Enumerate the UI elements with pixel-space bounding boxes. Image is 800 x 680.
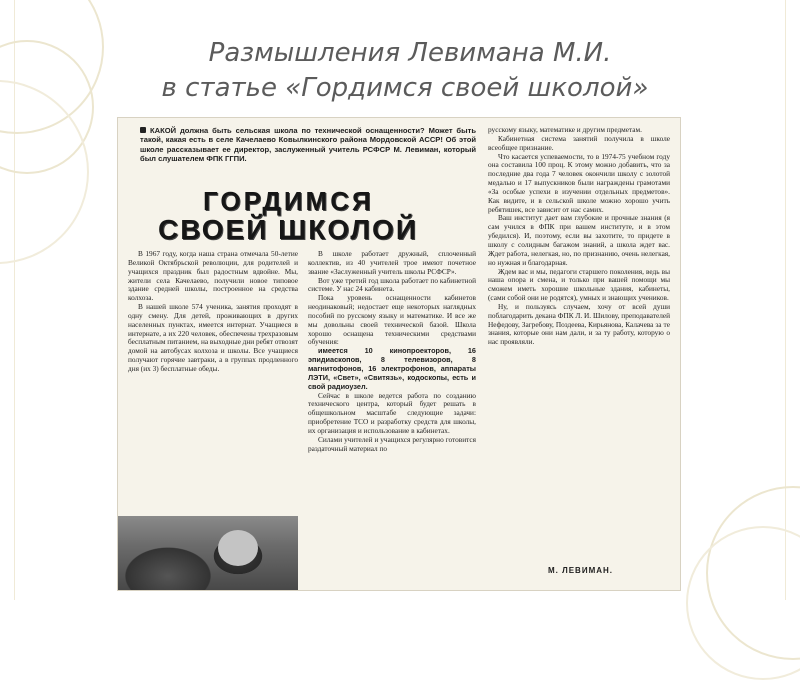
decorative-ring <box>686 526 800 680</box>
article-paragraph: Кабинетная система занятий получила в школе всеобщее признание. <box>488 133 670 152</box>
article-paragraph: В нашей школе 574 ученика, занятия проходят в одну смену. Для детей, проживающих в других населенных пунктах, имеется интернат. Учащиеся в интернате, а их 220 человек, обеспечены трехразовым бесплатным питанием, на выходные дни ребят отвозят домой на автобусах колхоза и школы. Все учащиеся получают горячие завтраки, а в группах продленного дня (их 3) бесплатные обеды. <box>128 302 298 373</box>
article-paragraph: Ваш институт дает вам глубокие и прочные знания (я сам учился в ФПК при вашем институте, и в этом убедился). И, поэтому, если вы захотите, то придете в школу с солидным багажом знаний, а школа ждет вас. Ждет работа, нелегкая, но, по признанию, очень нелегкая, но нужная и благодарная. <box>488 213 670 267</box>
article-paragraph: Сейчас в школе ведется работа по созданию технического центра, который будет решать в общешкольном масштабе следующие задачи: приобретение ТСО и разработку средств для школы, их организация и использование в кабинетах. <box>308 390 476 435</box>
article-photo <box>118 516 298 590</box>
article-paragraph: Что касается успеваемости, то в 1974-75 учебном году она составила 100 проц. К этому можно добавить, что за последние два года 7 человек окончили школу с золотой медалью и 17 выпускников были награждены грамотами «За особые успехи в изучении отдельных предметов». Как видите, и в сельской школе можно хорошо учить ребятишек, все зависит от нас самих. <box>488 151 670 214</box>
article-column-3 <box>488 126 670 574</box>
article-paragraph: Силами учителей и учащихся регулярно готовится раздаточный материал по <box>308 434 476 453</box>
article-paragraph: Ждем вас и мы, педагоги старшего поколения, ведь вы наша опора и смена, и только при вашей помощи мы сможем иметь хорошие школьные здания, кабинеты, (сами собой они не родятся), умных и знающих учеников. <box>488 266 670 303</box>
article-lead-text: КАКОЙ должна быть сельская школа по технической оснащенности? Может быть такой, какая есть в селе Качелаево Ковылкинского района Мордовской АССР! Об этой школе рассказывает ее директор, заслуженный учитель РСФСР М. Левиман, который был слушателем ФПК ГГПИ. <box>140 126 476 164</box>
article-paragraph: В школе работает дружный, сплоченный коллектив, из 40 учителей трое имеют почетное звание «Заслуженный учитель школы РСФСР». <box>308 250 476 276</box>
bullet-icon <box>140 127 146 133</box>
article-signature: М. ЛЕВИМАН. <box>548 566 614 575</box>
slide-title-line2: в статье «Гордимся своей школой» <box>161 73 649 103</box>
photo-face <box>218 530 258 566</box>
slide-title-line1: Размышления Левимана М.И. <box>208 38 612 68</box>
newspaper-clipping <box>118 118 680 590</box>
article-column-1 <box>128 250 298 512</box>
article-column-2 <box>308 250 476 576</box>
slide-title <box>0 36 800 106</box>
article-paragraph: русскому языку, математике и другим предметам. <box>488 126 642 134</box>
article-paragraph-equipment: имеется 10 кинопроекторов, 16 эпидиаскопов, 8 телевизоров, 8 магнитофонов, 16 электрофонов, аппараты ЛЭТИ, «Свет», «Свитязь», кодоскопы, есть и свой радиоузел. <box>308 346 476 391</box>
article-lead <box>140 126 476 164</box>
article-headline-line2: СВОЕЙ ШКОЛОЙ <box>158 214 418 245</box>
article-paragraph: В 1967 году, когда наша страна отмечала 50-летие Великой Октябрьской революции, для родителей и учащихся праздник был радостным вдвойне. Мы, жители села Качелаево, получили новое типовое здание средней школы, построенное на средства колхоза. <box>128 250 298 303</box>
article-headline-line1: ГОРДИМСЯ <box>203 186 374 216</box>
article-paragraph: Пока уровень оснащенности кабинетов неодинаковый; недостает еще некоторых наглядных пособий по русскому языку и математике. И все же мы довольны своей технической базой. Школа хорошо оснащена техническими средствами обучения: <box>308 293 476 347</box>
article-paragraph: Вот уже третий год школа работает по кабинетной системе. У нас 24 кабинета. <box>308 275 476 294</box>
article-paragraph: Ну, и пользуясь случаем, хочу от всей души поблагодарить декана ФПК Л. И. Шилову, преподавателей Нефедову, Загребову, Поздеева, Кирьянова, Калачева за те знания, которые они нам дали, и за ту работу, которую о нас проявляли. <box>488 301 670 347</box>
